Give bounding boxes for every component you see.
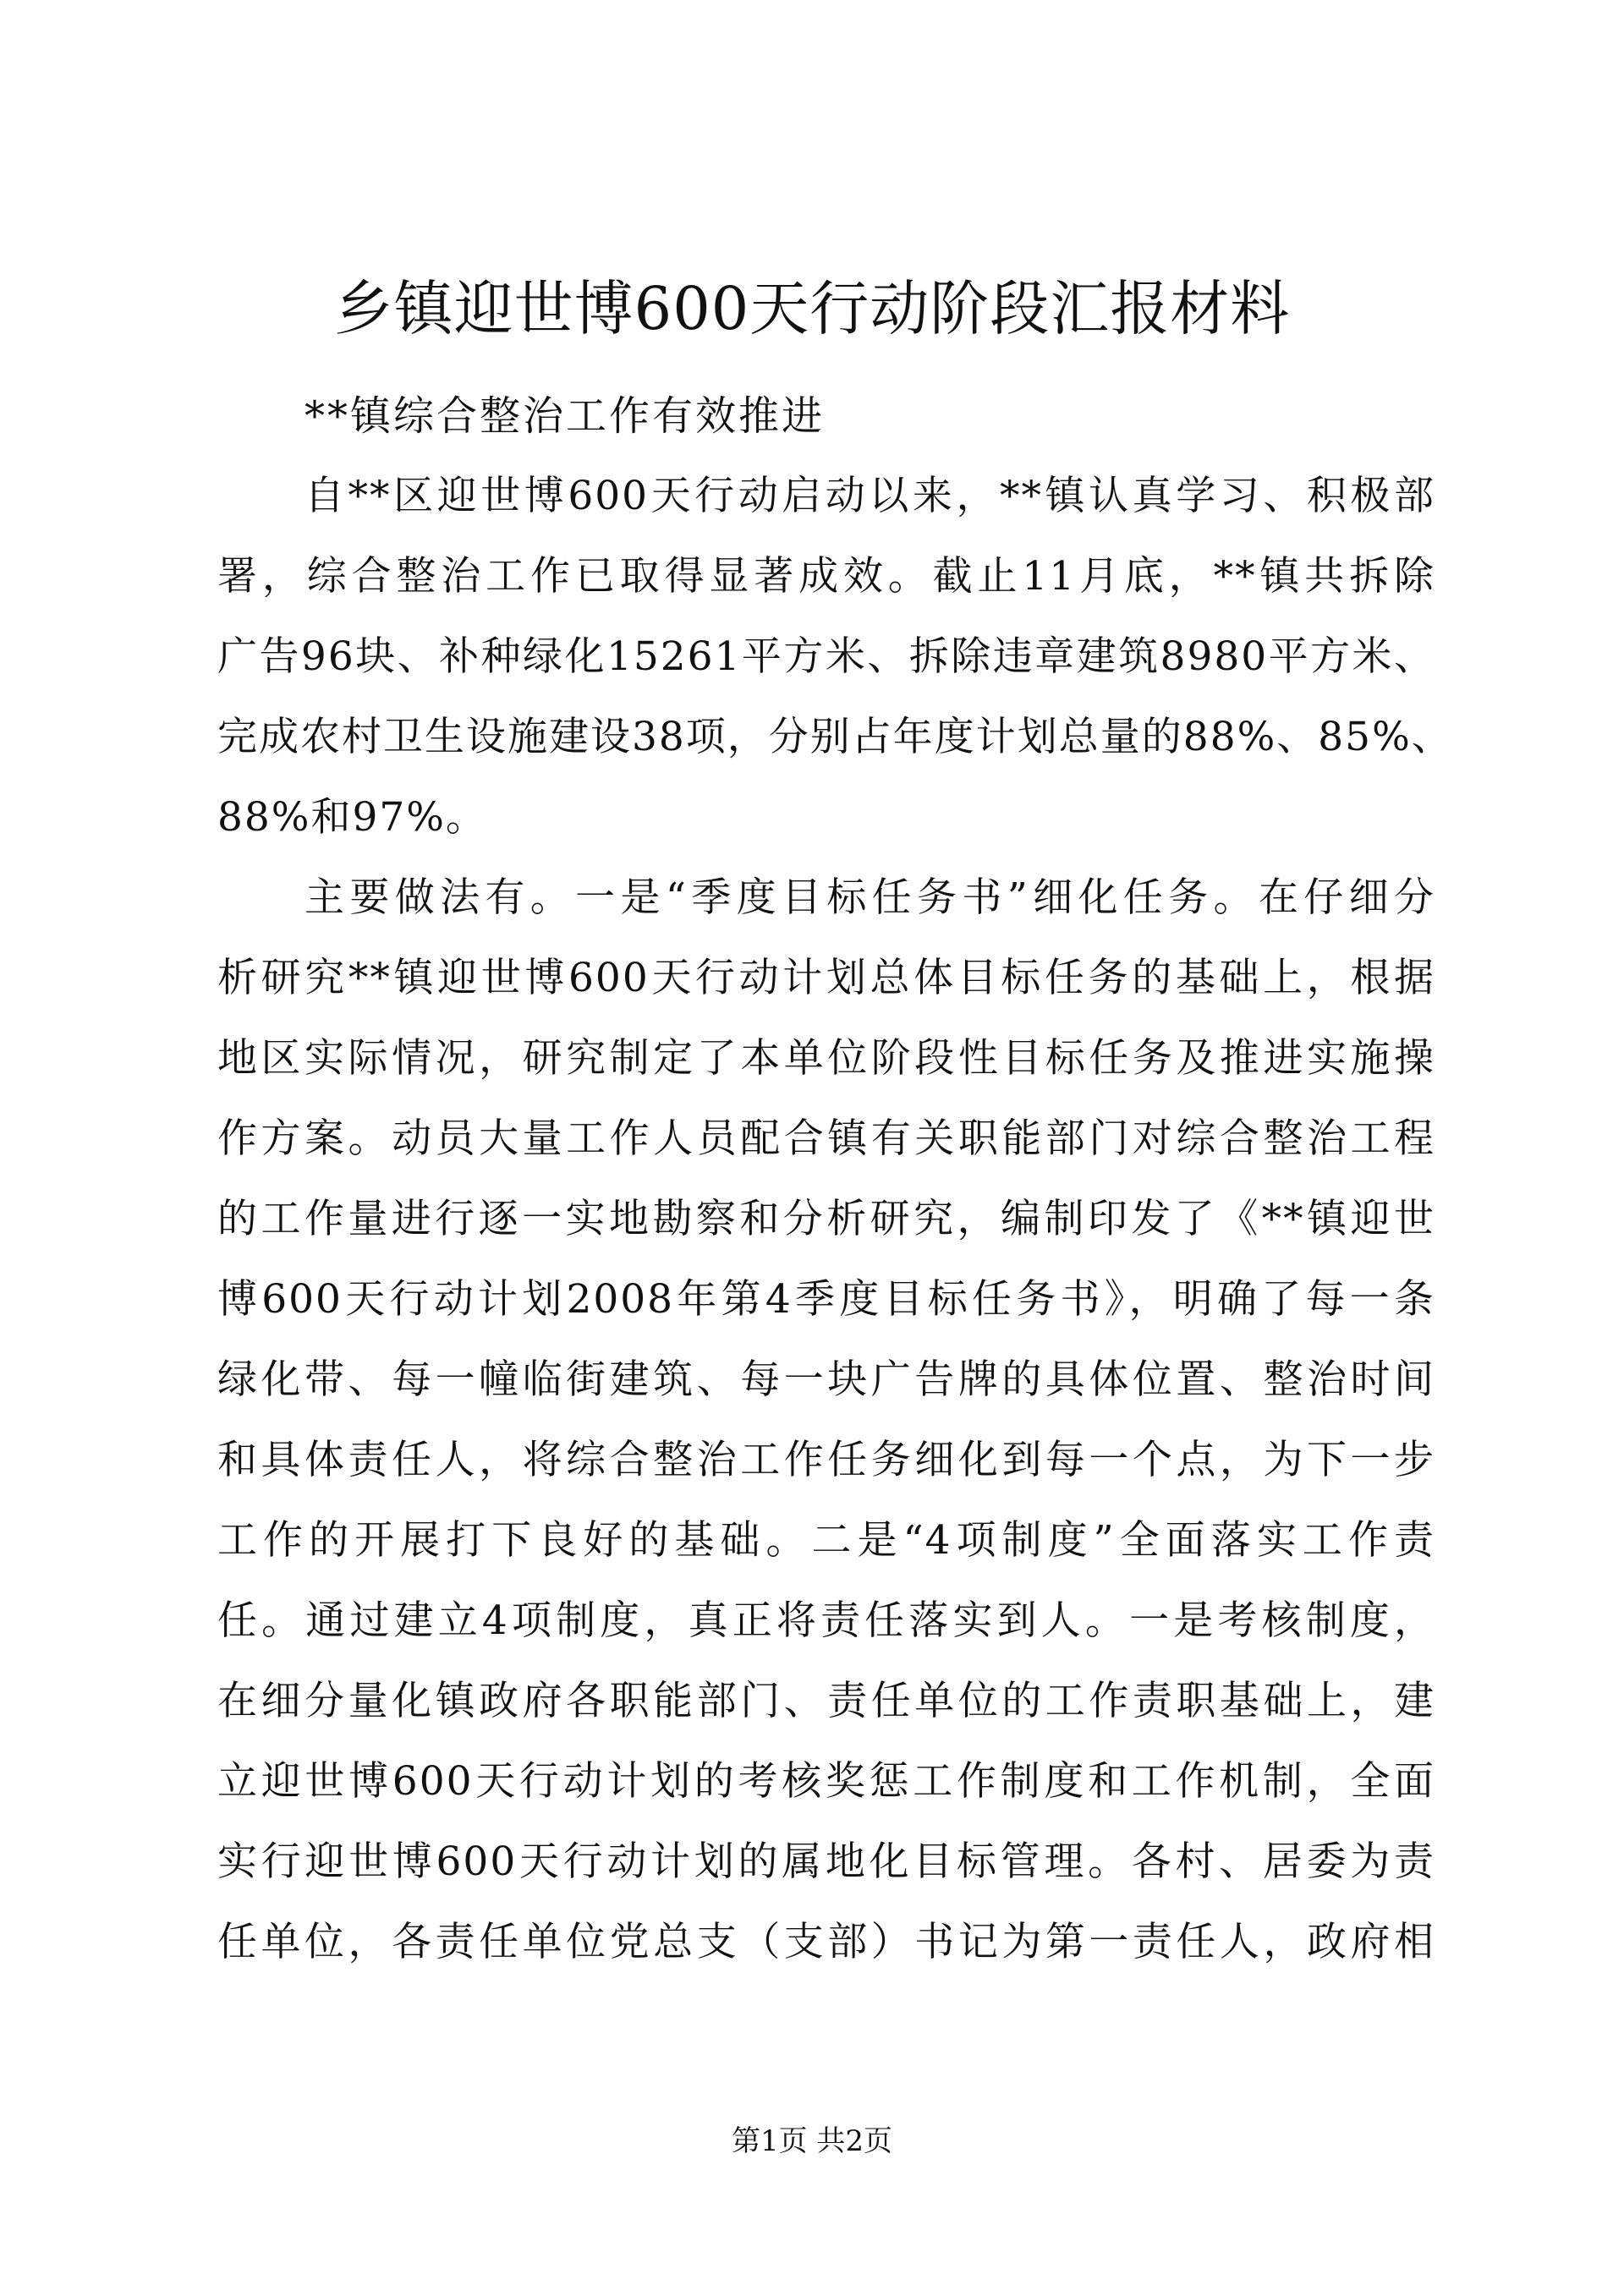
text-line: 广告96块、补种绿化15261平方米、拆除违章建筑8980平方米、 [217,633,1435,680]
text-line: 主要做法有。一是“季度目标任务书”细化任务。在仔细分 [304,874,1435,921]
page-number: 第1页 共2页 [731,2124,893,2158]
document-title: 乡镇迎世博600天行动阶段汇报材料 [333,274,1291,343]
text-line: 作方案。动员大量工作人员配合镇有关职能部门对综合整治工程 [217,1115,1435,1162]
text-line: 自**区迎世博600天行动启动以来，**镇认真学习、积极部 [304,473,1435,519]
text-line: 署，综合整治工作已取得显著成效。截止11月底，**镇共拆除 [217,553,1435,600]
text-line: 立迎世博600天行动计划的考核奖惩工作制度和工作机制，全面 [217,1758,1435,1805]
text-line: 任。通过建立4项制度，真正将责任落实到人。一是考核制度， [217,1597,1435,1644]
text-line: 88%和97%。 [217,794,487,841]
text-line: 绿化带、每一幢临街建筑、每一块广告牌的具体位置、整治时间 [217,1356,1435,1403]
text-line: 在细分量化镇政府各职能部门、责任单位的工作责职基础上，建 [217,1678,1435,1724]
text-line: 和具体责任人，将综合整治工作任务细化到每一个点，为下一步 [217,1437,1435,1483]
text-line: 任单位，各责任单位党总支（支部）书记为第一责任人，政府相 [217,1919,1435,1965]
text-line: 实行迎世博600天行动计划的属地化目标管理。各村、居委为责 [217,1838,1435,1885]
text-line: 工作的开展打下良好的基础。二是“4项制度”全面落实工作责 [217,1517,1435,1564]
document-subtitle: **镇综合整治工作有效推进 [304,392,826,440]
text-line: 博600天行动计划2008年第4季度目标任务书》，明确了每一条 [217,1276,1435,1323]
text-line: 析研究**镇迎世博600天行动计划总体目标任务的基础上，根据 [217,955,1435,1001]
text-line: 完成农村卫生设施建设38项，分别占年度计划总量的88%、85%、 [217,714,1453,760]
text-line: 地区实际情况，研究制定了本单位阶段性目标任务及推进实施操 [217,1035,1435,1082]
text-line: 的工作量进行逐一实地勘察和分析研究，编制印发了《**镇迎世 [217,1196,1435,1242]
